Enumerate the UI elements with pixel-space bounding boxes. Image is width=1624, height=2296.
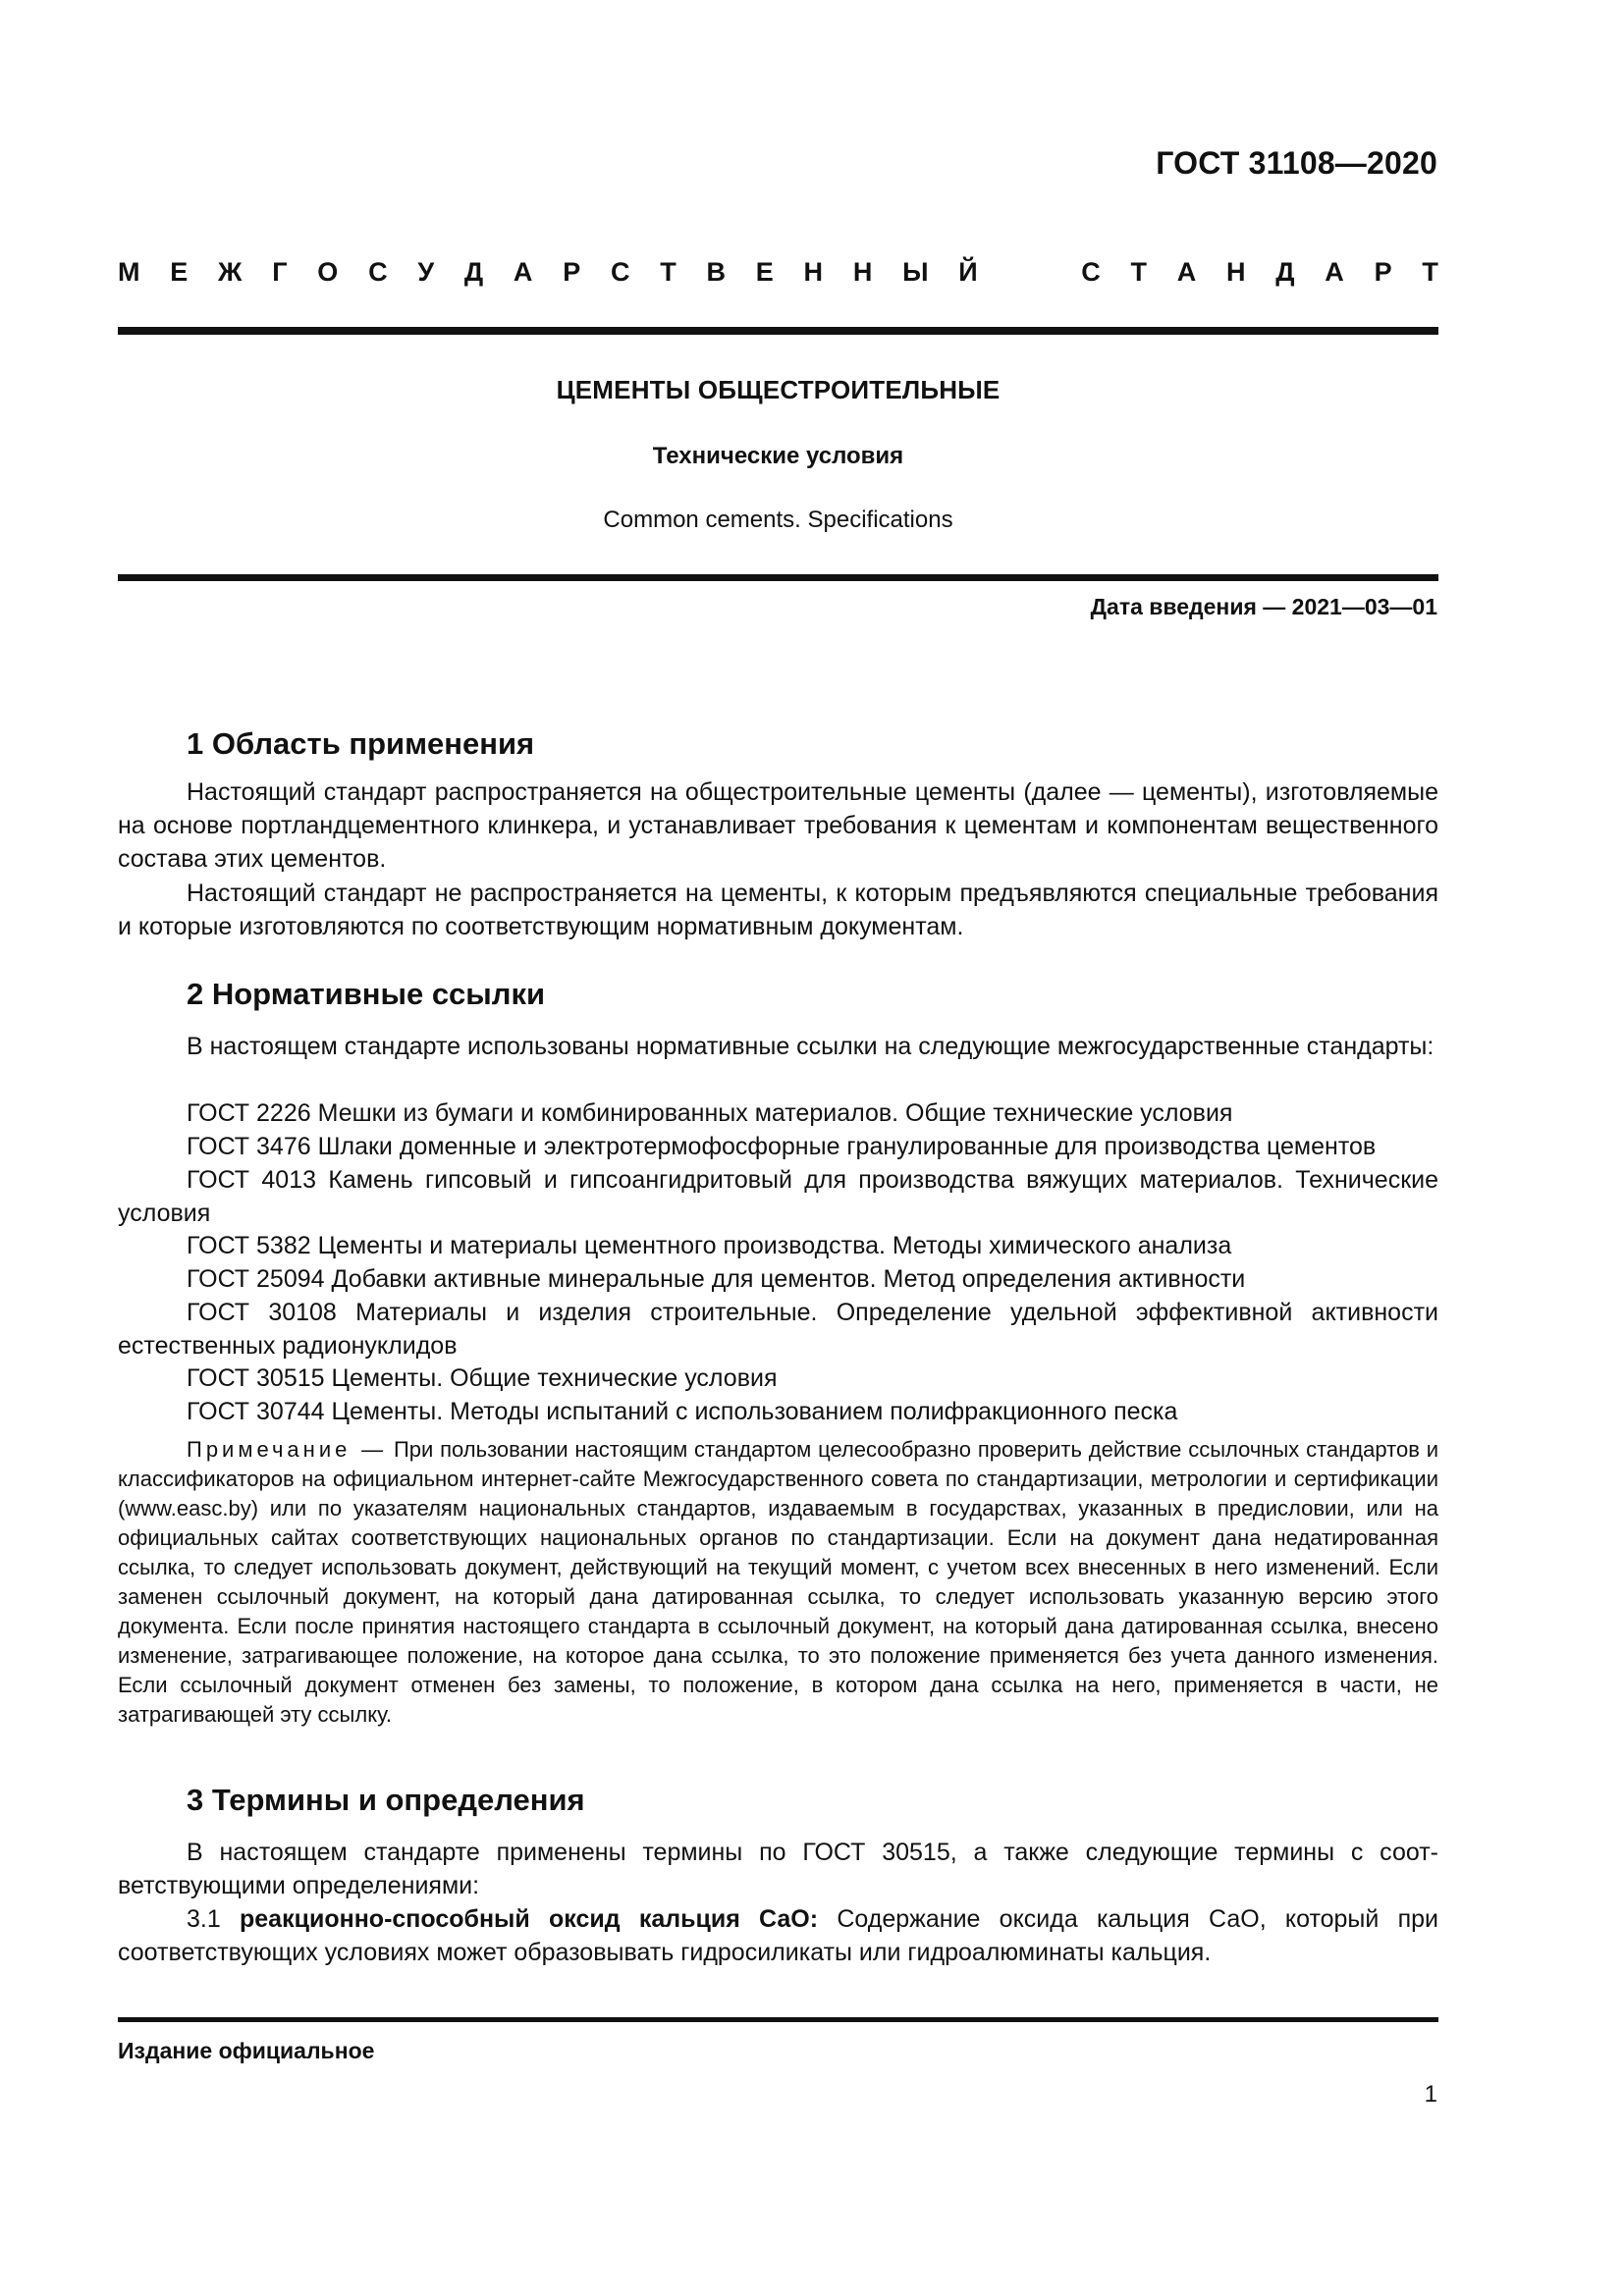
standard-type-letter: М (118, 257, 140, 287)
reference-item: ГОСТ 25094 Добавки активные минеральные для цементов. Метод определения активности (187, 1265, 1246, 1293)
section-1-heading: 1 Область применения (187, 726, 535, 761)
standard-type-letter: Й (958, 257, 978, 287)
references-note (118, 1435, 1438, 1730)
standard-type-letter: Н (803, 257, 824, 287)
standard-type-heading (118, 257, 1438, 288)
main-title: ЦЕМЕНТЫ ОБЩЕСТРОИТЕЛЬНЫЕ (556, 375, 1001, 404)
standard-type-letter: Н (852, 257, 873, 287)
section-2-heading: 2 Нормативные ссылки (187, 977, 546, 1011)
term-number: 3.1 (187, 1905, 221, 1933)
document-number: ГОСТ 31108—2020 (1156, 145, 1437, 181)
reference-item: ГОСТ 4013 Камень гипсовый и гипсоангидритовый для производства вяжущих материалов. Технические условия (118, 1166, 1438, 1227)
standard-type-letter: Т (660, 257, 677, 287)
intro-date: Дата введения — 2021—03—01 (1090, 594, 1437, 619)
reference-item: ГОСТ 30744 Цементы. Методы испытаний с использованием полифракционного песка (187, 1398, 1178, 1425)
reference-item: ГОСТ 2226 Мешки из бумаги и комбинированных материалов. Общие технические условия (187, 1099, 1233, 1127)
footer-rule (118, 2017, 1438, 2022)
title-bottom-rule (118, 574, 1438, 581)
reference-item: ГОСТ 30108 Материалы и изделия строительные. Определение удельной эффективной активности естественных радионуклидов (118, 1299, 1438, 1360)
standard-type-letter: Р (1374, 257, 1392, 287)
standard-type-letter: Г (272, 257, 288, 287)
standard-type-letter: А (1176, 257, 1197, 287)
standard-type-letter: Д (1275, 257, 1295, 287)
note-text: При пользовании настоящим стандартом целесообразно проверить действие ссылочных стандартов и классификаторов на официальном интернет-сайте Межгосударственного совета по стандартизации, метрологии и сертификации (www.easc.by) или по указателям национальных стандартов, издаваемым в государствах, указанных в предисловии, или на официальных сайтах соответствующих национальных органов по стандартизации. Если на документ дана недатированная ссылка, то следует использовать документ, действующий на текущий момент, с учетом всех внесенных в него изменений. Если заменен ссылочный документ, на который дана датированная ссылка, то следует использовать указанную версию этого документа. Если после принятия настоящего стандарта в ссылочный документ, на который дана датированная ссылка, внесено изменение, затрагивающее положение, на которое дана ссылка, то это положение применяется без учета данного изменения. Если ссылочный документ отменен без замены, то положение, в котором дана ссылка на него, применяется в части, не затрагивающей эту ссылку. (118, 1437, 1438, 1727)
term-name: реакционно-способный оксид кальция СаО: (240, 1905, 819, 1933)
standard-type-letter: А (1325, 257, 1344, 287)
reference-item: ГОСТ 30515 Цементы. Общие технические условия (187, 1364, 778, 1392)
top-rule (118, 327, 1438, 335)
standard-type-letter: Е (755, 257, 774, 287)
standard-type-letter: С (610, 257, 630, 287)
standard-type-letter: Т (1130, 257, 1147, 287)
standard-type-letter: Ж (218, 257, 243, 287)
note-label: Примечание — (187, 1437, 388, 1462)
edition-label: Издание официальное (118, 2038, 375, 2063)
section-1-paragraph: Настоящий стандарт не распространяется на цементы, к которым предъявляются специальные требования и которые изготовляются по соответствующим нормативным документам. (118, 880, 1438, 940)
term-definition (118, 1902, 1438, 1969)
term-text: Содержание оксида кальция СаО, который при соответствующих условиях может образовывать гидросиликаты или гидроалюминаты кальция. (118, 1905, 1438, 1966)
standard-type-letter: А (513, 257, 533, 287)
standard-type-letter: Д (463, 257, 484, 287)
reference-item: ГОСТ 5382 Цементы и материалы цементного производства. Методы химического анализа (187, 1232, 1232, 1259)
section-3-intro: В настоящем стандарте применены термины по ГОСТ 30515, а также следующие термины с соответствующими определениями: (118, 1839, 1438, 1899)
page-number: 1 (1424, 2081, 1437, 2108)
standard-type-letter: Т (1422, 257, 1438, 287)
standard-type-letter: Р (563, 257, 581, 287)
standard-type-letter: Ы (902, 257, 929, 287)
standard-type-letter: С (368, 257, 388, 287)
subtitle: Технические условия (652, 443, 904, 469)
section-3-heading: 3 Термины и определения (187, 1783, 585, 1817)
section-2-intro: В настоящем стандарте использованы нормативные ссылки на следующие межгосударственные стандарты: (187, 1033, 1435, 1060)
standard-type-letter: У (417, 257, 435, 287)
english-title: Common cements. Specifications (603, 507, 953, 533)
standard-type-letter: В (706, 257, 726, 287)
reference-item: ГОСТ 3476 Шлаки доменные и электротермофосфорные гранулированные для производства цементов (187, 1133, 1377, 1160)
standard-type-letter: Е (170, 257, 189, 287)
standard-type-letter: С (1081, 257, 1101, 287)
section-1-paragraph: Настоящий стандарт распространяется на общестроительные цементы (далее — цементы), изготовляемые на основе портландцементного клинкера, и устанавливает требования к цементам и компонентам вещественного состава этих цементов. (118, 778, 1438, 873)
standard-type-letter: О (317, 257, 339, 287)
standard-type-letter: Н (1226, 257, 1246, 287)
